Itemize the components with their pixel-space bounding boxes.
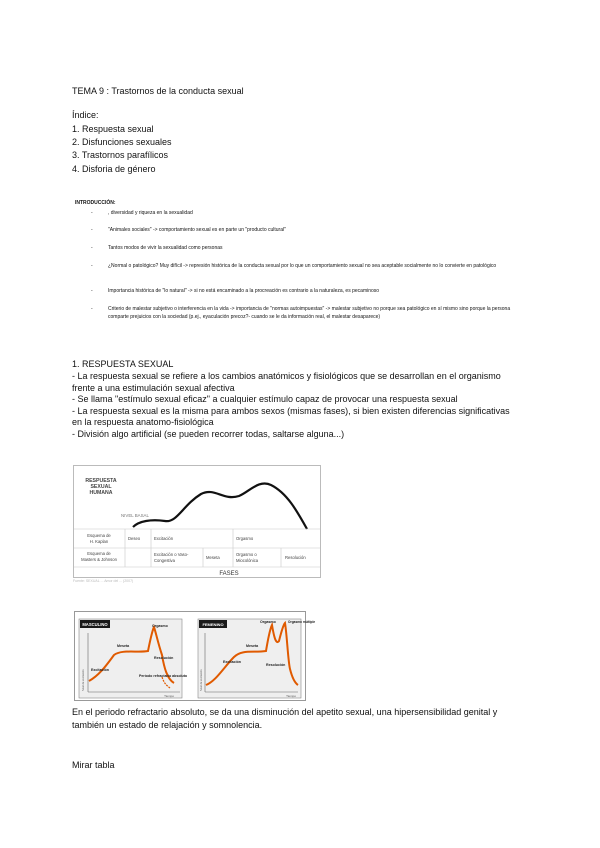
index-item: 1. Respuesta sexual: [72, 124, 154, 134]
footer-note: Mirar tabla: [72, 760, 115, 770]
bullet-dash: -: [91, 210, 93, 216]
section-line: - Se llama "estímulo sexual eficaz" a cualquier estímulo capaz de provocar una respuesta sexual: [72, 394, 458, 405]
curve-label: Orgasmo múltiple: [288, 620, 316, 624]
row-label: Esquema de: [87, 551, 111, 556]
intro-item-text: , diversidad y riqueza en la sexualidad: [108, 210, 193, 216]
index-item: 4. Disforia de género: [72, 163, 156, 174]
row-label: H. Kaplan: [89, 539, 109, 544]
gender-response-figure: [74, 611, 316, 701]
phase-cell: Deseo: [128, 536, 141, 541]
feminine-panel: [198, 619, 315, 698]
intro-item-text: Tantos modos de vivir la sexualidad como personas: [108, 245, 223, 251]
phase-cell: Meseta: [206, 555, 220, 560]
figure-title-line: RESPUESTA: [85, 478, 117, 484]
index-item: 3. Trastornos parafílicos: [72, 150, 169, 161]
curve-label: Resolución: [266, 663, 286, 667]
bullet-dash: -: [91, 263, 93, 269]
curve-label: Excitación: [91, 668, 109, 672]
curve-label: Orgasmo: [152, 624, 168, 628]
row-label: Esquema de: [87, 533, 111, 538]
section-line: - La respuesta sexual es la misma para ambos sexos (mismas fases), si bien existen diferencias significativas en la respuesta anatomo-fisiológica: [72, 405, 510, 428]
intro-item-text: Importancia histórica de "lo natural" -> si no está encaminado a la procreación es contrario a la naturaleza, es pecaminoso: [108, 288, 380, 294]
bullet-dash: -: [91, 245, 93, 251]
phase-cell: Resolución: [285, 555, 306, 560]
phase-cell: Excitación o Vaso-: [154, 552, 189, 557]
y-axis-label: Nivel de excitación: [200, 669, 203, 691]
section-line: - División algo artificial (se pueden recorrer todas, saltarse alguna...): [72, 428, 345, 439]
section-line: - La respuesta sexual se refiere a los cambios anatómicos y fisiológicos que se desarrollan en el organismo frente a una estimulación sexual afectiva: [72, 371, 501, 393]
x-axis-label: Tiempo: [164, 694, 174, 698]
section-body: [72, 371, 512, 441]
phase-cell: Orgasmo: [236, 536, 254, 541]
figure-caption: Fuente: SEXUAL ... Amor del ... (2007): [73, 579, 134, 583]
curve-label: Excitación: [223, 660, 241, 664]
phase-cell: Congestiva: [154, 558, 175, 563]
figure-title-line: HUMANA: [89, 490, 113, 496]
y-axis-label: Nivel de excitación: [82, 669, 85, 691]
panel-badge-text: FEMENINO: [202, 622, 224, 627]
page-title: TEMA 9 : Trastornos de la conducta sexual: [72, 86, 244, 96]
phase-cell: Miocolónica: [236, 558, 259, 563]
bullet-dash: -: [91, 288, 93, 294]
curve-label: Orgasmo: [260, 620, 276, 624]
curve-label: Meseta: [246, 644, 259, 648]
refractory-note: En el periodo refractario absoluto, se da una disminución del apetito sexual, una hipersensibilidad genital y también un estado de relajación y somnolencia.: [72, 707, 498, 730]
figure-title-line: SEXUAL: [90, 484, 112, 490]
index-item: 2. Disfunciones sexuales: [72, 137, 172, 148]
intro-item-text: ¿Normal o patológico? Muy difícil -> represión histórica de la conducta sexual por lo que un comportamiento sexual no sea aceptable socialmente no lo convierte en patológico: [108, 263, 497, 269]
curve-label: Resolución: [154, 656, 174, 660]
masculine-panel: [79, 619, 188, 698]
intro-heading: INTRODUCCIÓN:: [75, 200, 116, 206]
intro-item-text: "Animales sociales" -> comportamiento sexual es en parte un "producto cultural": [108, 227, 286, 233]
intro-item-text: Criterio de malestar subjetivo o interferencia en la vida -> importancia de "normas autoimpuestas" -> malestar subjetivo no porque sea patológico en sí mismo sino porque la persona comparte prejuicios con la sociedad (p.ej., eyaculación precoz?- cuando se le da información real, el malestar desaparece): [108, 306, 511, 320]
x-axis-label: Tiempo: [286, 694, 296, 698]
curve-label: Meseta: [117, 644, 130, 648]
section-title: 1. RESPUESTA SEXUAL: [72, 359, 174, 369]
phase-cell: Orgasmo o: [236, 552, 257, 557]
index-heading: Índice:: [72, 110, 99, 120]
axis-label: FASES: [219, 571, 239, 577]
index-list: [72, 123, 172, 176]
bullet-dash: -: [91, 227, 93, 233]
curve-label: Período refractario absoluto: [139, 674, 188, 678]
sexual-response-figure: [73, 465, 321, 578]
panel-badge-text: MASCULINO: [82, 622, 108, 627]
baseline-label: NIVEL BASAL: [121, 513, 149, 518]
phase-cell: Excitación: [154, 536, 174, 541]
bullet-dash: -: [91, 306, 93, 312]
row-label: Masters & Johnson: [81, 557, 117, 562]
